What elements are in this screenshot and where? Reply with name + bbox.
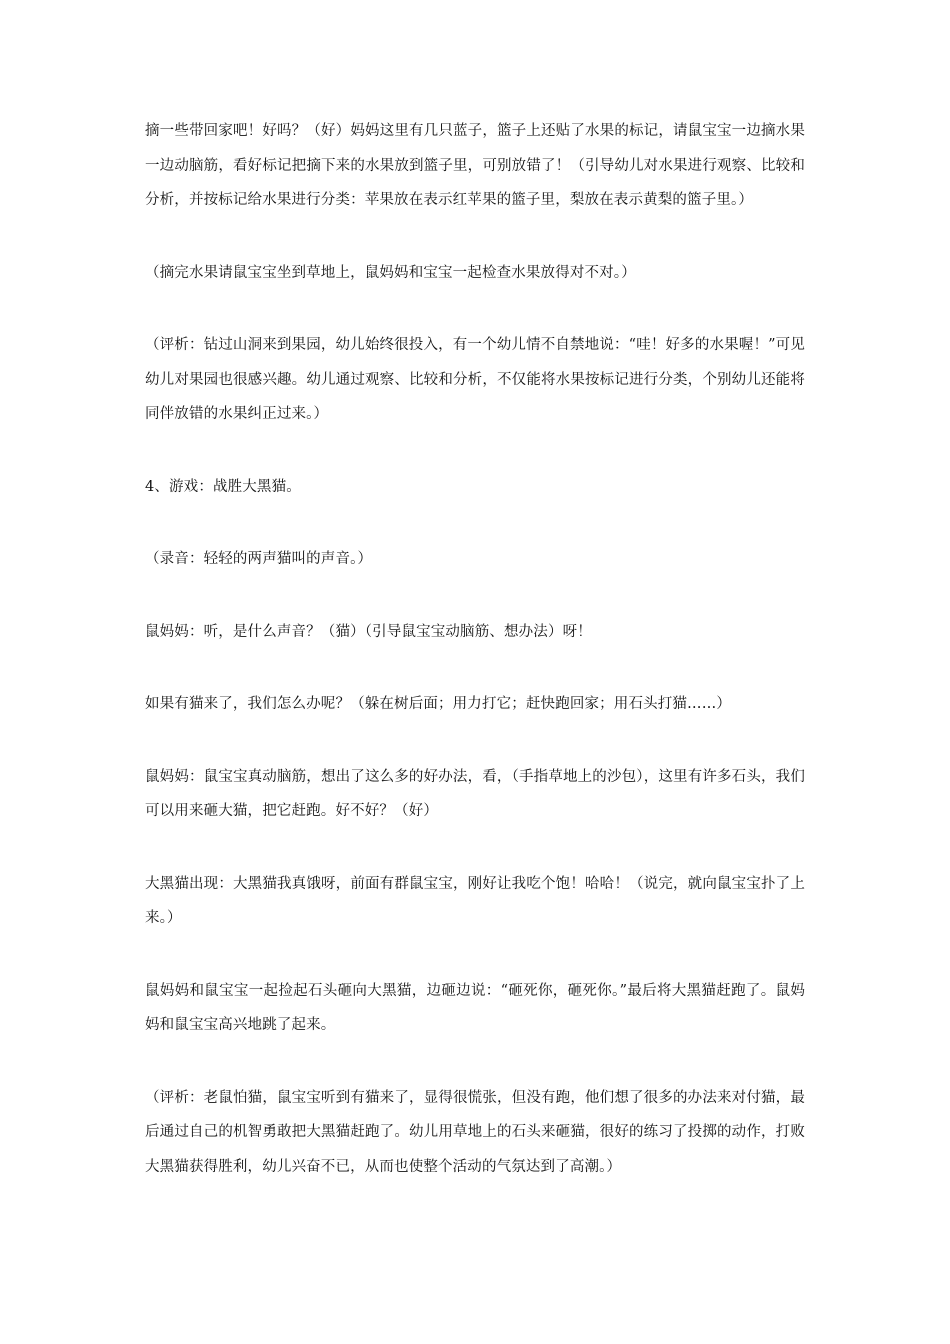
paragraph-commentary-orchard: （评析：钻过山洞来到果园，幼儿始终很投入，有一个幼儿情不自禁地说：“哇！好多的水果喔！”可见幼儿对果园也很感兴趣。幼儿通过观察、比较和分析，不仅能将水果按标记进行分类，个别幼儿还能将同伴放错的水果纠正过来。）	[145, 337, 805, 422]
paragraph-black-cat-appears: 大黑猫出现：大黑猫我真饿呀，前面有群鼠宝宝，刚好让我吃个饱！哈哈！（说完，就向鼠宝宝扑了上来。）	[145, 875, 805, 926]
paragraph-check-fruit: （摘完水果请鼠宝宝坐到草地上，鼠妈妈和宝宝一起检查水果放得对不对。）	[145, 264, 636, 281]
paragraph-commentary-cat: （评析：老鼠怕猫，鼠宝宝听到有猫来了，显得很慌张，但没有跑，他们想了很多的办法来对付猫，最后通过自己的机智勇敢把大黑猫赶跑了。幼儿用草地上的石头来砸猫，很好的练习了投掷的动作，打败大黑猫获得胜利，幼儿兴奋不已，从而也使整个活动的气氛达到了高潮。）	[145, 1089, 805, 1175]
paragraph-recording: （录音：轻轻的两声猫叫的声音。）	[145, 551, 373, 567]
paragraph-mother-stones: 鼠妈妈：鼠宝宝真动脑筋，想出了这么多的好办法，看，（手指草地上的沙包），这里有许多石头，我们可以用来砸大猫，把它赶跑。好不好？（好）	[145, 768, 805, 819]
section-heading-game: 4、游戏：战胜大黑猫。	[145, 478, 301, 495]
paragraph-picking-fruit: 摘一些带回家吧！好吗？（好）妈妈这里有几只蓝子，篮子上还贴了水果的标记，请鼠宝宝一边摘水果一边动脑筋，看好标记把摘下来的水果放到篮子里，可别放错了！（引导幼儿对水果进行观察、比较和分析，并按标记给水果进行分类：苹果放在表示红苹果的篮子里，梨放在表示黄梨的篮子里。）	[145, 123, 805, 208]
paragraph-throw-stones: 鼠妈妈和鼠宝宝一起捡起石头砸向大黑猫，边砸边说：“砸死你，砸死你。”最后将大黑猫赶跑了。鼠妈妈和鼠宝宝高兴地跳了起来。	[145, 982, 805, 1033]
paragraph-mother-listen: 鼠妈妈：听，是什么声音？（猫）（引导鼠宝宝动脑筋、想办法）呀！	[145, 623, 592, 640]
paragraph-what-to-do: 如果有猫来了，我们怎么办呢？（躲在树后面；用力打它；赶快跑回家；用石头打猫……）	[145, 696, 731, 712]
document-page	[145, 114, 805, 1222]
